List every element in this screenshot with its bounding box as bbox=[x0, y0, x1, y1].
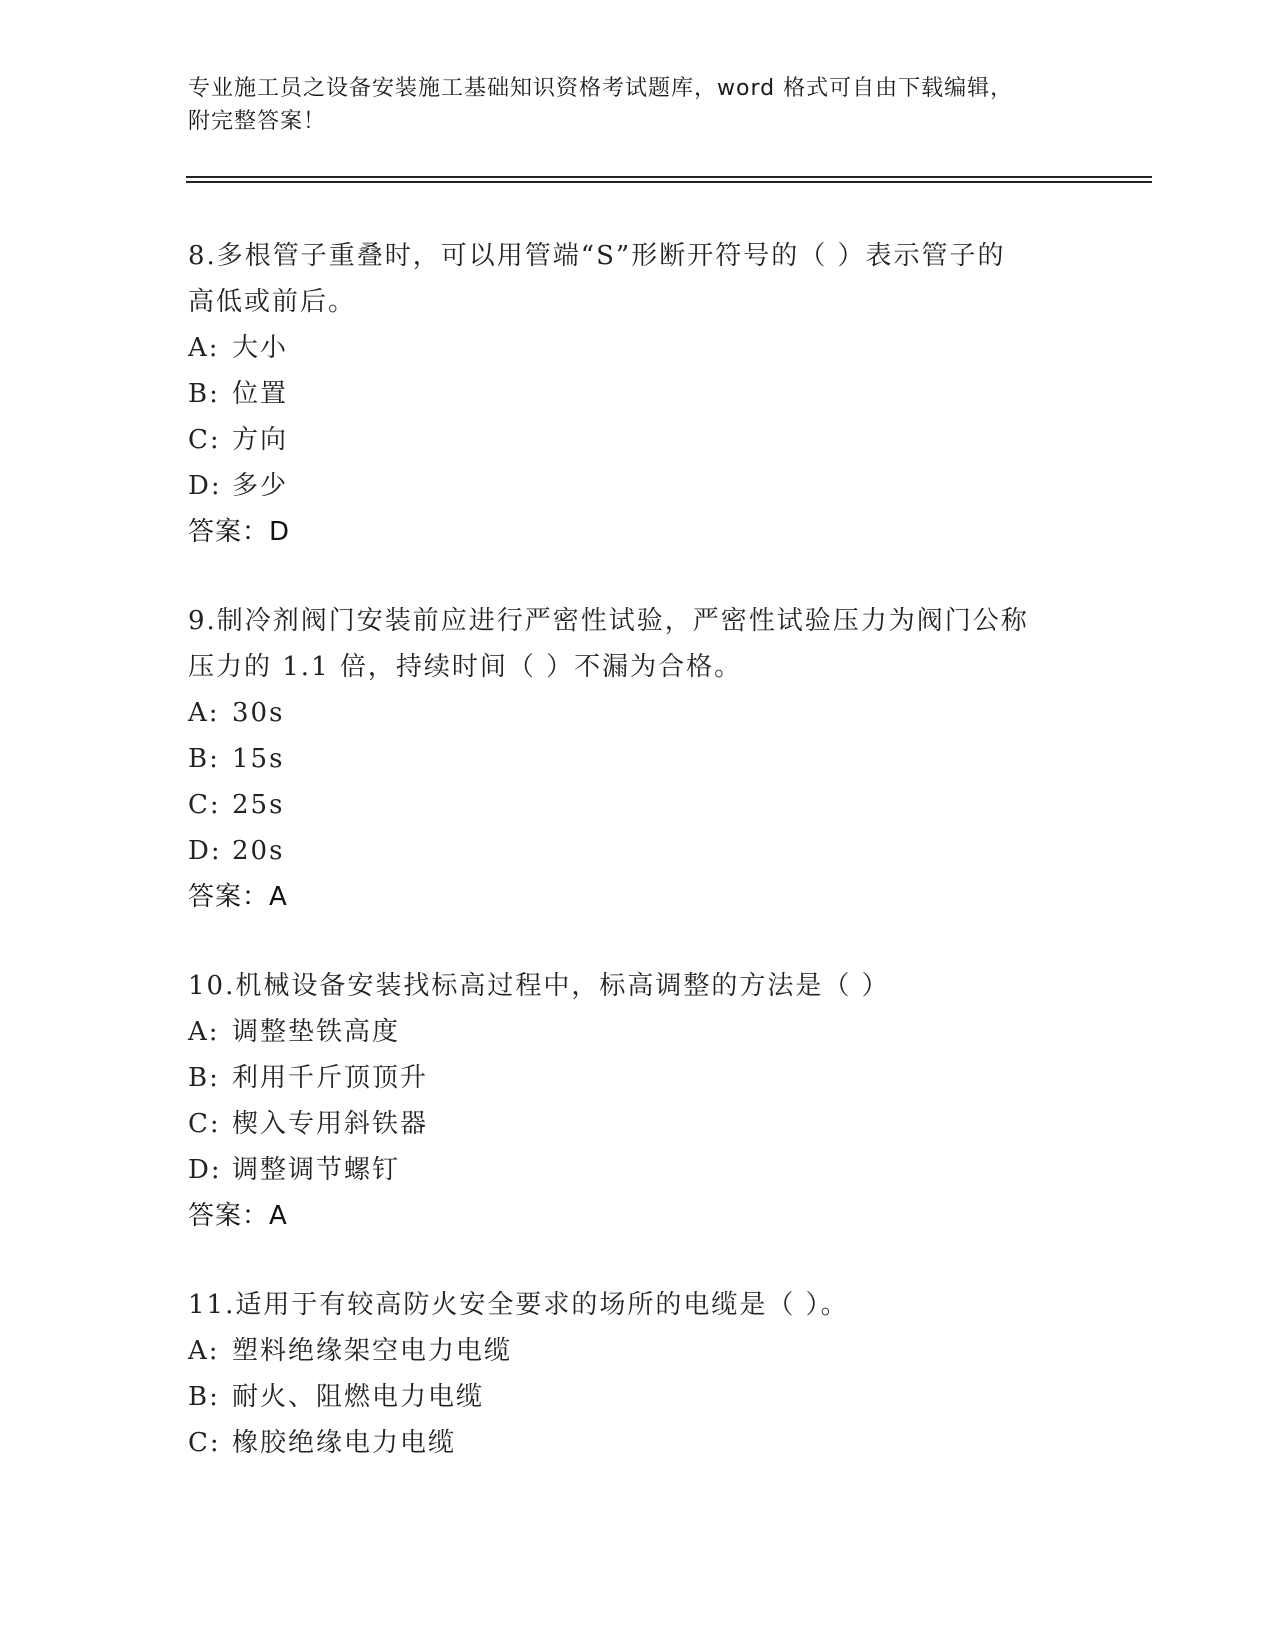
question-stem bbox=[188, 1282, 1068, 1328]
option-key: C: bbox=[188, 425, 221, 455]
option-text: 25s bbox=[232, 790, 285, 820]
header-divider-top bbox=[186, 176, 1152, 178]
option-key: B: bbox=[188, 1382, 220, 1412]
option-key: D: bbox=[188, 836, 222, 866]
option-text: 大小 bbox=[232, 333, 289, 363]
option-a bbox=[188, 1328, 1068, 1374]
option-key: A: bbox=[188, 698, 220, 728]
option-key: C: bbox=[188, 1109, 221, 1139]
option-key: A: bbox=[188, 1017, 220, 1047]
question-8 bbox=[188, 233, 1068, 555]
header-line-2: 附完整答案！ bbox=[188, 109, 327, 134]
option-text: 20s bbox=[232, 836, 285, 866]
option-b bbox=[188, 1374, 1068, 1420]
option-key: C: bbox=[188, 1428, 221, 1458]
option-text: 多少 bbox=[232, 471, 289, 501]
question-stem bbox=[188, 598, 1068, 690]
option-key: B: bbox=[188, 744, 220, 774]
option-d bbox=[188, 828, 1068, 874]
option-text: 位置 bbox=[232, 379, 289, 409]
option-key: B: bbox=[188, 379, 220, 409]
header-divider-bottom bbox=[186, 181, 1152, 183]
question-stem-line: 高低或前后。 bbox=[188, 287, 357, 317]
option-text: 调整垫铁高度 bbox=[232, 1017, 401, 1047]
option-b bbox=[188, 1055, 1068, 1101]
header-line-1: 专业施工员之设备安装施工基础知识资格考试题库，word 格式可自由下载编辑， bbox=[188, 76, 1014, 101]
question-stem bbox=[188, 233, 1068, 325]
question-stem-line: 9.制冷剂阀门安装前应进行严密性试验，严密性试验压力为阀门公称 bbox=[188, 606, 1029, 636]
question-9 bbox=[188, 598, 1068, 920]
option-a bbox=[188, 1009, 1068, 1055]
option-key: D: bbox=[188, 471, 222, 501]
option-c bbox=[188, 417, 1068, 463]
option-key: B: bbox=[188, 1063, 220, 1093]
option-c bbox=[188, 1420, 1068, 1466]
question-stem-line: 压力的 1.1 倍，持续时间（ ）不漏为合格。 bbox=[188, 652, 743, 682]
option-key: A: bbox=[188, 1336, 220, 1366]
option-text: 30s bbox=[232, 698, 285, 728]
option-c bbox=[188, 1101, 1068, 1147]
option-text: 塑料绝缘架空电力电缆 bbox=[232, 1336, 513, 1366]
option-text: 橡胶绝缘电力电缆 bbox=[232, 1428, 457, 1458]
question-stem-line: 11.适用于有较高防火安全要求的场所的电缆是（ ）。 bbox=[188, 1290, 849, 1320]
option-d bbox=[188, 463, 1068, 509]
option-key: D: bbox=[188, 1155, 222, 1185]
question-10 bbox=[188, 963, 1068, 1239]
option-text: 方向 bbox=[232, 425, 289, 455]
option-a bbox=[188, 325, 1068, 371]
question-stem-line: 10.机械设备安装找标高过程中，标高调整的方法是（ ） bbox=[188, 971, 890, 1001]
option-text: 耐火、阻燃电力电缆 bbox=[232, 1382, 485, 1412]
question-stem-line: 8.多根管子重叠时，可以用管端“S”形断开符号的（ ）表示管子的 bbox=[188, 241, 1006, 271]
question-11 bbox=[188, 1282, 1068, 1466]
answer-line: 答案：A bbox=[188, 1201, 288, 1231]
answer-line: 答案：A bbox=[188, 882, 288, 912]
option-b bbox=[188, 736, 1068, 782]
document-header bbox=[188, 72, 1088, 138]
answer-line: 答案：D bbox=[188, 517, 291, 547]
option-text: 利用千斤顶顶升 bbox=[232, 1063, 429, 1093]
option-text: 15s bbox=[232, 744, 285, 774]
question-stem bbox=[188, 963, 1068, 1009]
option-key: A: bbox=[188, 333, 220, 363]
option-text: 楔入专用斜铁器 bbox=[232, 1109, 429, 1139]
option-a bbox=[188, 690, 1068, 736]
option-text: 调整调节螺钉 bbox=[232, 1155, 401, 1185]
option-key: C: bbox=[188, 790, 221, 820]
option-d bbox=[188, 1147, 1068, 1193]
option-c bbox=[188, 782, 1068, 828]
option-b bbox=[188, 371, 1068, 417]
